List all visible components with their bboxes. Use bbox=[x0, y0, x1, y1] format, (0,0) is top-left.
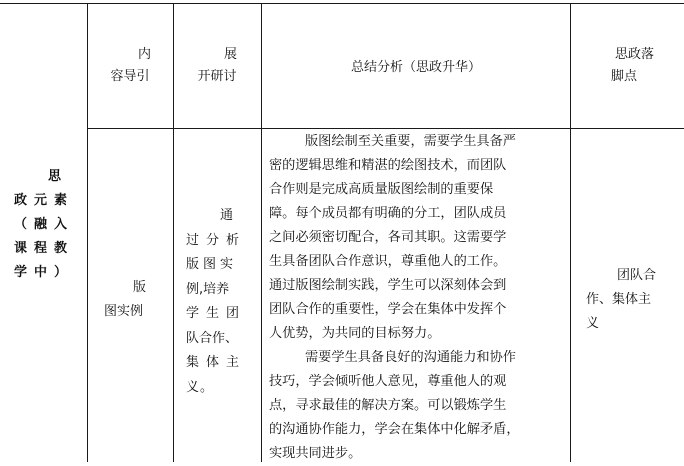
summary-line: 点，寻求最佳的解决方案。可以锻炼学生 bbox=[269, 398, 507, 413]
discussion-line: 例,培养 bbox=[186, 281, 230, 297]
table-row-divider bbox=[87, 128, 684, 129]
content-guide-line: 版 bbox=[133, 280, 147, 295]
header-discussion bbox=[186, 44, 248, 88]
header-summary: 总结分析（思政升华） bbox=[350, 60, 481, 75]
content-guide-line: 图实例 bbox=[104, 304, 144, 319]
discussion-line: 学生团 bbox=[186, 306, 247, 321]
summary-line: 的沟通协作能力，学会在集体中化解矛盾， bbox=[269, 422, 520, 437]
foothold-cell bbox=[586, 264, 682, 336]
foothold-line: 团队合 bbox=[617, 268, 657, 283]
table-col-divider bbox=[87, 3, 88, 462]
header-text-line: 思政落 bbox=[615, 47, 655, 62]
summary-line: 版图绘制至关重要，需要学生具备严 bbox=[305, 134, 516, 149]
header-foothold bbox=[605, 44, 655, 88]
header-text-line: 容导引 bbox=[110, 69, 150, 84]
table-col-divider bbox=[173, 3, 174, 462]
summary-line: 生具备团队合作意识，尊重他人的工作。 bbox=[269, 254, 507, 269]
table-col-divider bbox=[570, 3, 571, 462]
discussion-line: 版图实 bbox=[186, 257, 238, 272]
foothold-line: 义 bbox=[586, 316, 600, 331]
foothold-line: 作、集体主 bbox=[586, 292, 652, 307]
row-label-line: （融入 bbox=[14, 217, 75, 232]
summary-line: 之间必须密切配合，各司其职。这需要学 bbox=[269, 230, 507, 245]
summary-cell bbox=[269, 130, 569, 466]
row-label-line: 政元素 bbox=[14, 193, 75, 208]
summary-line: 合作则是完成高质量版图绘制的重要保 bbox=[269, 182, 494, 197]
discussion-cell bbox=[186, 204, 266, 400]
summary-line: 障。每个成员都有明确的分工，团队成员 bbox=[269, 206, 507, 221]
summary-line: 实现共同进步。 bbox=[269, 446, 362, 461]
discussion-line: 集体主 bbox=[186, 355, 247, 370]
discussion-line: 通 bbox=[220, 208, 235, 223]
row-label bbox=[14, 165, 84, 285]
header-text-line: 展 bbox=[224, 47, 238, 62]
summary-line: 人优势，为共同的目标努力。 bbox=[269, 326, 441, 341]
header-text-line: 脚点 bbox=[611, 69, 638, 84]
row-label-line: 课程教 bbox=[14, 241, 75, 256]
row-label-line: 思 bbox=[48, 169, 69, 184]
table-border-top bbox=[0, 3, 684, 4]
summary-line: 团队合作的重要性，学会在集体中发挥个 bbox=[269, 302, 507, 317]
header-content-guide bbox=[100, 44, 160, 88]
row-label-line: 学中） bbox=[14, 265, 75, 280]
discussion-line: 义。 bbox=[186, 379, 215, 395]
discussion-line: 队合作、 bbox=[186, 330, 239, 346]
header-text-line: 开研讨 bbox=[197, 69, 237, 84]
discussion-line: 过分析 bbox=[186, 232, 247, 248]
header-text-line: 内 bbox=[138, 47, 152, 62]
summary-line: 通过版图绘制实践，学生可以深刻体会到 bbox=[269, 278, 507, 293]
summary-line: 密的逻辑思维和精湛的绘图技术，而团队 bbox=[269, 158, 507, 173]
summary-line: 需要学生具备良好的沟通能力和协作 bbox=[305, 350, 516, 365]
summary-line: 技巧，学会倾听他人意见，尊重他人的观 bbox=[269, 374, 507, 389]
content-guide-cell bbox=[100, 276, 166, 324]
